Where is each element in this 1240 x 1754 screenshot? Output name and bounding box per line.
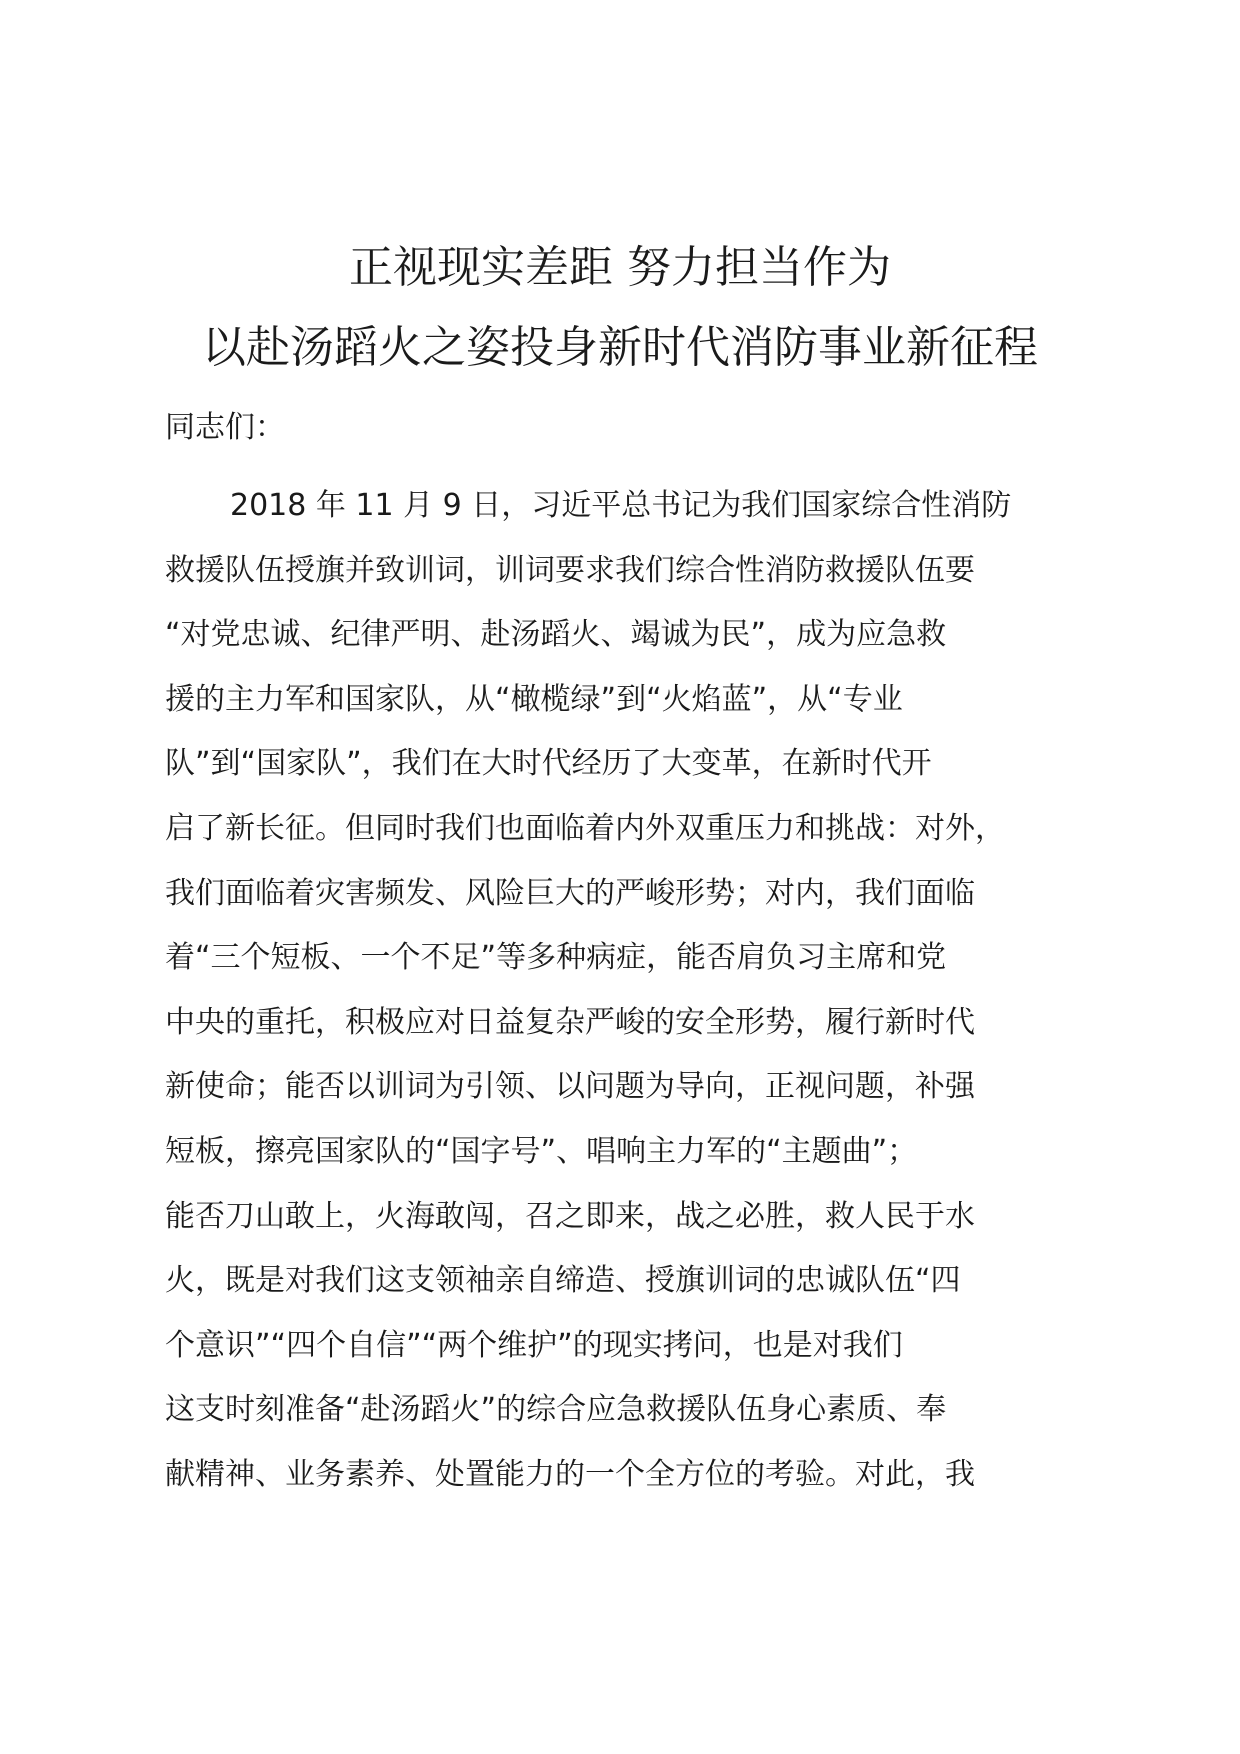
body-line: 这支时刻准备“赴汤蹈火”的综合应急救援队伍身心素质、奉 — [165, 1392, 947, 1428]
body-line: 队”到“国家队”，我们在大时代经历了大变革，在新时代开 — [165, 746, 932, 782]
body-paragraph — [165, 486, 1105, 1520]
body-line: 能否刀山敢上，火海敢闯，召之即来，战之必胜，救人民于水 — [165, 1198, 975, 1234]
body-line: 火，既是对我们这支领袖亲自缔造、授旗训词的忠诚队伍“四 — [165, 1263, 961, 1299]
document-title-line-1: 正视现实差距 努力担当作为 — [349, 242, 891, 293]
body-line: 短板，擦亮国家队的“国字号”、唱响主力军的“主题曲”； — [165, 1133, 918, 1169]
body-line: “对党忠诚、纪律严明、赴汤蹈火、竭诚为民”，成为应急救 — [165, 617, 947, 653]
body-line: 献精神、业务素养、处置能力的一个全方位的考验。对此，我 — [165, 1456, 975, 1492]
body-line: 援的主力军和国家队，从“橄榄绿”到“火焰蓝”，从“专业 — [165, 681, 903, 717]
body-line: 新使命；能否以训词为引领、以问题为导向，正视问题，补强 — [165, 1069, 975, 1105]
document-title-line-2: 以赴汤蹈火之姿投身新时代消防事业新征程 — [202, 322, 1038, 373]
body-line: 个意识”“四个自信”“两个维护”的现实拷问，也是对我们 — [165, 1327, 903, 1363]
body-line: 我们面临着灾害频发、风险巨大的严峻形势；对内，我们面临 — [165, 875, 975, 911]
salutation: 同志们： — [165, 410, 285, 445]
body-line: 救援队伍授旗并致训词，训词要求我们综合性消防救援队伍要 — [165, 552, 975, 588]
body-line: 2018 年 11 月 9 日，习近平总书记为我们国家综合性消防 — [230, 488, 1012, 523]
body-line: 启了新长征。但同时我们也面临着内外双重压力和挑战：对外， — [165, 810, 1005, 846]
body-line: 着“三个短板、一个不足”等多种病症，能否肩负习主席和党 — [165, 940, 947, 976]
body-line: 中央的重托，积极应对日益复杂严峻的安全形势，履行新时代 — [165, 1004, 975, 1040]
